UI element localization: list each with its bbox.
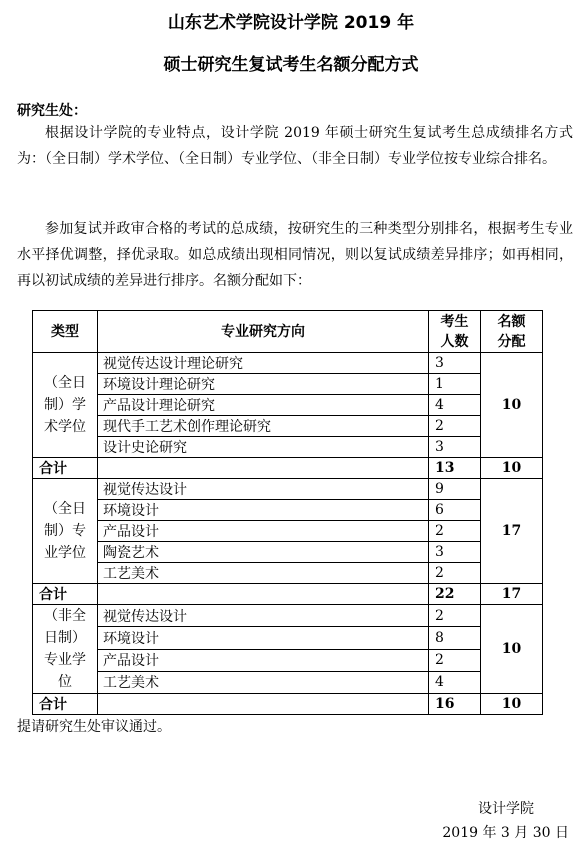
total-count: 13 [429, 458, 481, 479]
header-count-line2: 人数 [440, 333, 469, 350]
type-line: 制）学 [44, 397, 86, 413]
type-line: 术学位 [44, 419, 86, 435]
table-row [33, 542, 543, 563]
header-count [429, 311, 481, 353]
direction-cell: 产品设计 [98, 649, 429, 671]
type-line: 日制） [44, 630, 86, 646]
direction-cell: 视觉传达设计 [98, 605, 429, 627]
direction-cell: 产品设计 [98, 521, 429, 542]
count-cell: 3 [429, 542, 481, 563]
count-cell: 6 [429, 500, 481, 521]
direction-cell: 视觉传达设计理论研究 [98, 353, 429, 374]
total-quota: 10 [481, 694, 543, 715]
document-title-line1: 山东艺术学院设计学院 2019 年 [167, 13, 415, 33]
direction-cell: 工艺美术 [98, 671, 429, 693]
table-row [33, 649, 543, 671]
table-row [33, 437, 543, 458]
type-cell-part-time [33, 605, 98, 694]
signature-date: 2019 年 3 月 30 日 [442, 825, 569, 841]
count-cell: 2 [429, 416, 481, 437]
count-cell: 3 [429, 437, 481, 458]
type-line: （全日 [44, 375, 86, 391]
table-row [33, 563, 543, 584]
header-quota-line2: 分配 [497, 333, 526, 350]
count-cell: 4 [429, 671, 481, 693]
table-row [33, 627, 543, 649]
type-line: （全日 [44, 501, 86, 517]
direction-cell: 陶瓷艺术 [98, 542, 429, 563]
quota-table [32, 310, 543, 715]
paragraph-quota-rules: 参加复试并政审合格的考试的总成绩，按研究生的三种类型分别排名，根据考生专业水平择优调整，择优录取。如总成绩出现相同情况，则以复试成绩差异排序；如再相同，再以初试成绩的差异进行排序。名额分配如下： [17, 221, 573, 289]
total-empty-cell [98, 458, 429, 479]
total-label: 合计 [33, 694, 98, 715]
total-row [33, 584, 543, 605]
quota-cell: 17 [481, 479, 543, 584]
direction-cell: 工艺美术 [98, 563, 429, 584]
table-row [33, 605, 543, 627]
direction-cell: 视觉传达设计 [98, 479, 429, 500]
direction-cell: 环境设计 [98, 500, 429, 521]
quota-cell: 10 [481, 353, 543, 458]
total-empty-cell [98, 584, 429, 605]
direction-cell: 现代手工艺术创作理论研究 [98, 416, 429, 437]
count-cell: 2 [429, 605, 481, 627]
total-row [33, 458, 543, 479]
type-line: 业学位 [44, 545, 86, 561]
direction-cell: 设计史论研究 [98, 437, 429, 458]
header-quota-line1: 名额 [497, 313, 526, 330]
type-line: （非全 [44, 608, 86, 624]
total-label: 合计 [33, 584, 98, 605]
type-cell-academic [33, 353, 98, 458]
count-cell: 2 [429, 563, 481, 584]
total-count: 16 [429, 694, 481, 715]
paragraph-ranking-method: 根据设计学院的专业特点，设计学院 2019 年硕士研究生复试考生总成绩排名方式为：（全日制）学术学位、（全日制）专业学位、（非全日制）专业学位按专业综合排名。 [17, 125, 573, 167]
count-cell: 9 [429, 479, 481, 500]
count-cell: 8 [429, 627, 481, 649]
header-count-line1: 考生 [440, 313, 469, 330]
table-row [33, 353, 543, 374]
type-line: 位 [58, 674, 72, 690]
table-row [33, 521, 543, 542]
total-count: 22 [429, 584, 481, 605]
type-cell-professional [33, 479, 98, 584]
signature: 设计学院 [478, 801, 534, 817]
total-row [33, 694, 543, 715]
closing-remark: 提请研究生处审议通过。 [17, 719, 171, 735]
table-row [33, 416, 543, 437]
count-cell: 1 [429, 374, 481, 395]
header-direction: 专业研究方向 [98, 311, 429, 353]
document-title-line2: 硕士研究生复试考生名额分配方式 [163, 55, 419, 75]
addressee: 研究生处： [17, 103, 87, 119]
header-quota [481, 311, 543, 353]
count-cell: 4 [429, 395, 481, 416]
count-cell: 2 [429, 649, 481, 671]
total-empty-cell [98, 694, 429, 715]
table-row [33, 479, 543, 500]
table-row [33, 374, 543, 395]
total-label: 合计 [33, 458, 98, 479]
direction-cell: 产品设计理论研究 [98, 395, 429, 416]
type-line: 制）专 [44, 523, 86, 539]
type-line: 专业学 [44, 652, 86, 668]
quota-cell: 10 [481, 605, 543, 694]
direction-cell: 环境设计理论研究 [98, 374, 429, 395]
count-cell: 2 [429, 521, 481, 542]
header-type: 类型 [33, 311, 98, 353]
table-row [33, 500, 543, 521]
table-row [33, 395, 543, 416]
total-quota: 10 [481, 458, 543, 479]
total-quota: 17 [481, 584, 543, 605]
table-row [33, 671, 543, 693]
table-header-row [33, 311, 543, 353]
direction-cell: 环境设计 [98, 627, 429, 649]
count-cell: 3 [429, 353, 481, 374]
